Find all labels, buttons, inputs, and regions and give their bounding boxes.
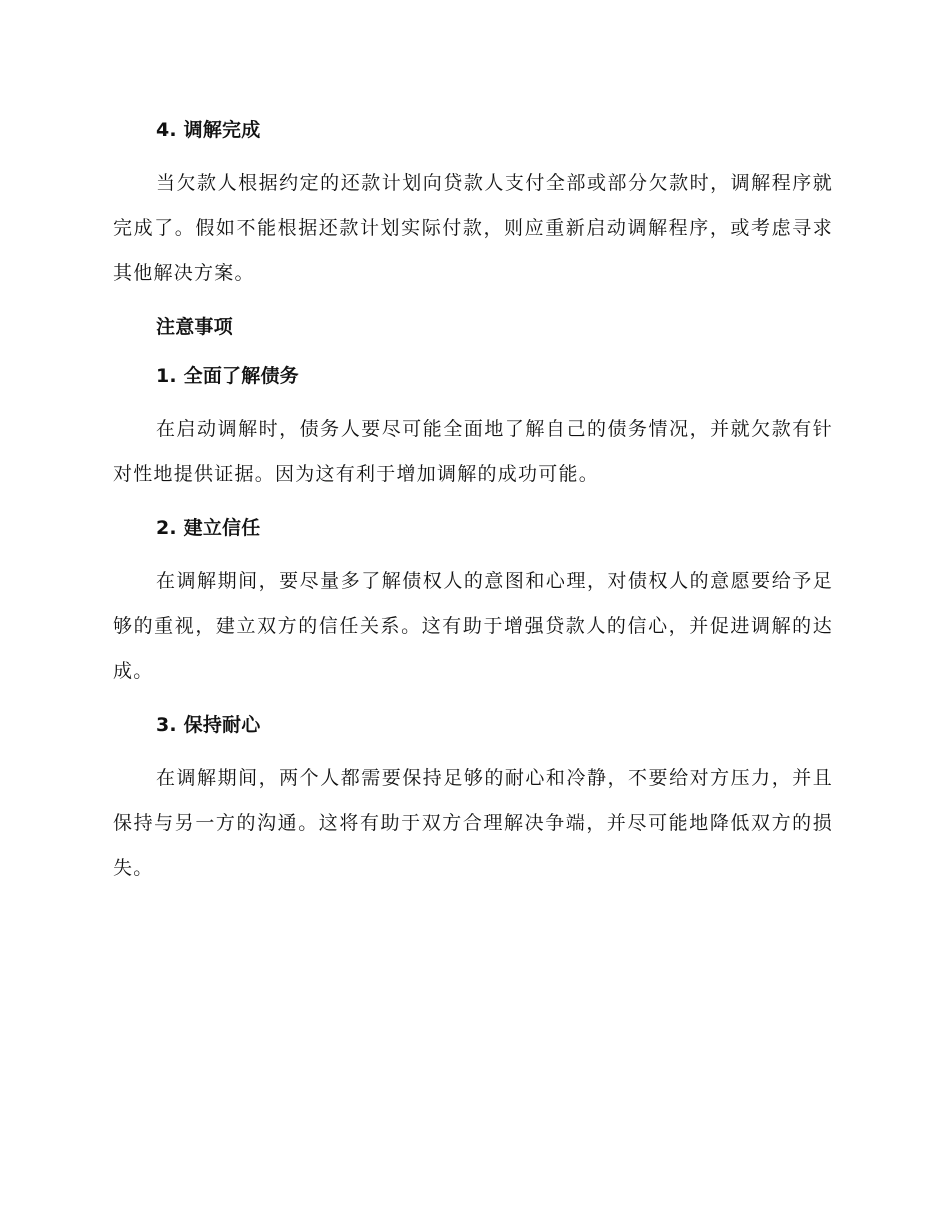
paragraph-build-trust: 在调解期间，要尽量多了解债权人的意图和心理，对债权人的意愿要给予足够的重视，建立双方的信任关系。这有助于增强贷款人的信心，并促进调解的达成。: [113, 570, 833, 682]
section-heading-build-trust: 2. 建立信任: [156, 517, 261, 539]
document-body: [113, 112, 833, 891]
paragraph-patience: 在调解期间，两个人都需要保持足够的耐心和冷静，不要给对方压力，并且保持与另一方的沟通。这将有助于双方合理解决争端，并尽可能地降低双方的损失。: [113, 767, 833, 879]
section-heading-patience: 3. 保持耐心: [156, 714, 261, 736]
paragraph-understand-debt: 在启动调解时，债务人要尽可能全面地了解自己的债务情况，并就欠款有针对性地提供证据。因为这有利于增加调解的成功可能。: [113, 418, 833, 485]
section-heading-mediation-complete: 4. 调解完成: [156, 119, 261, 141]
paragraph-mediation-complete: 当欠款人根据约定的还款计划向贷款人支付全部或部分欠款时，调解程序就完成了。假如不能根据还款计划实际付款，则应重新启动调解程序，或考虑寻求其他解决方案。: [113, 172, 833, 284]
section-heading-notes: 注意事项: [156, 316, 233, 338]
section-heading-understand-debt: 1. 全面了解债务: [156, 365, 299, 387]
